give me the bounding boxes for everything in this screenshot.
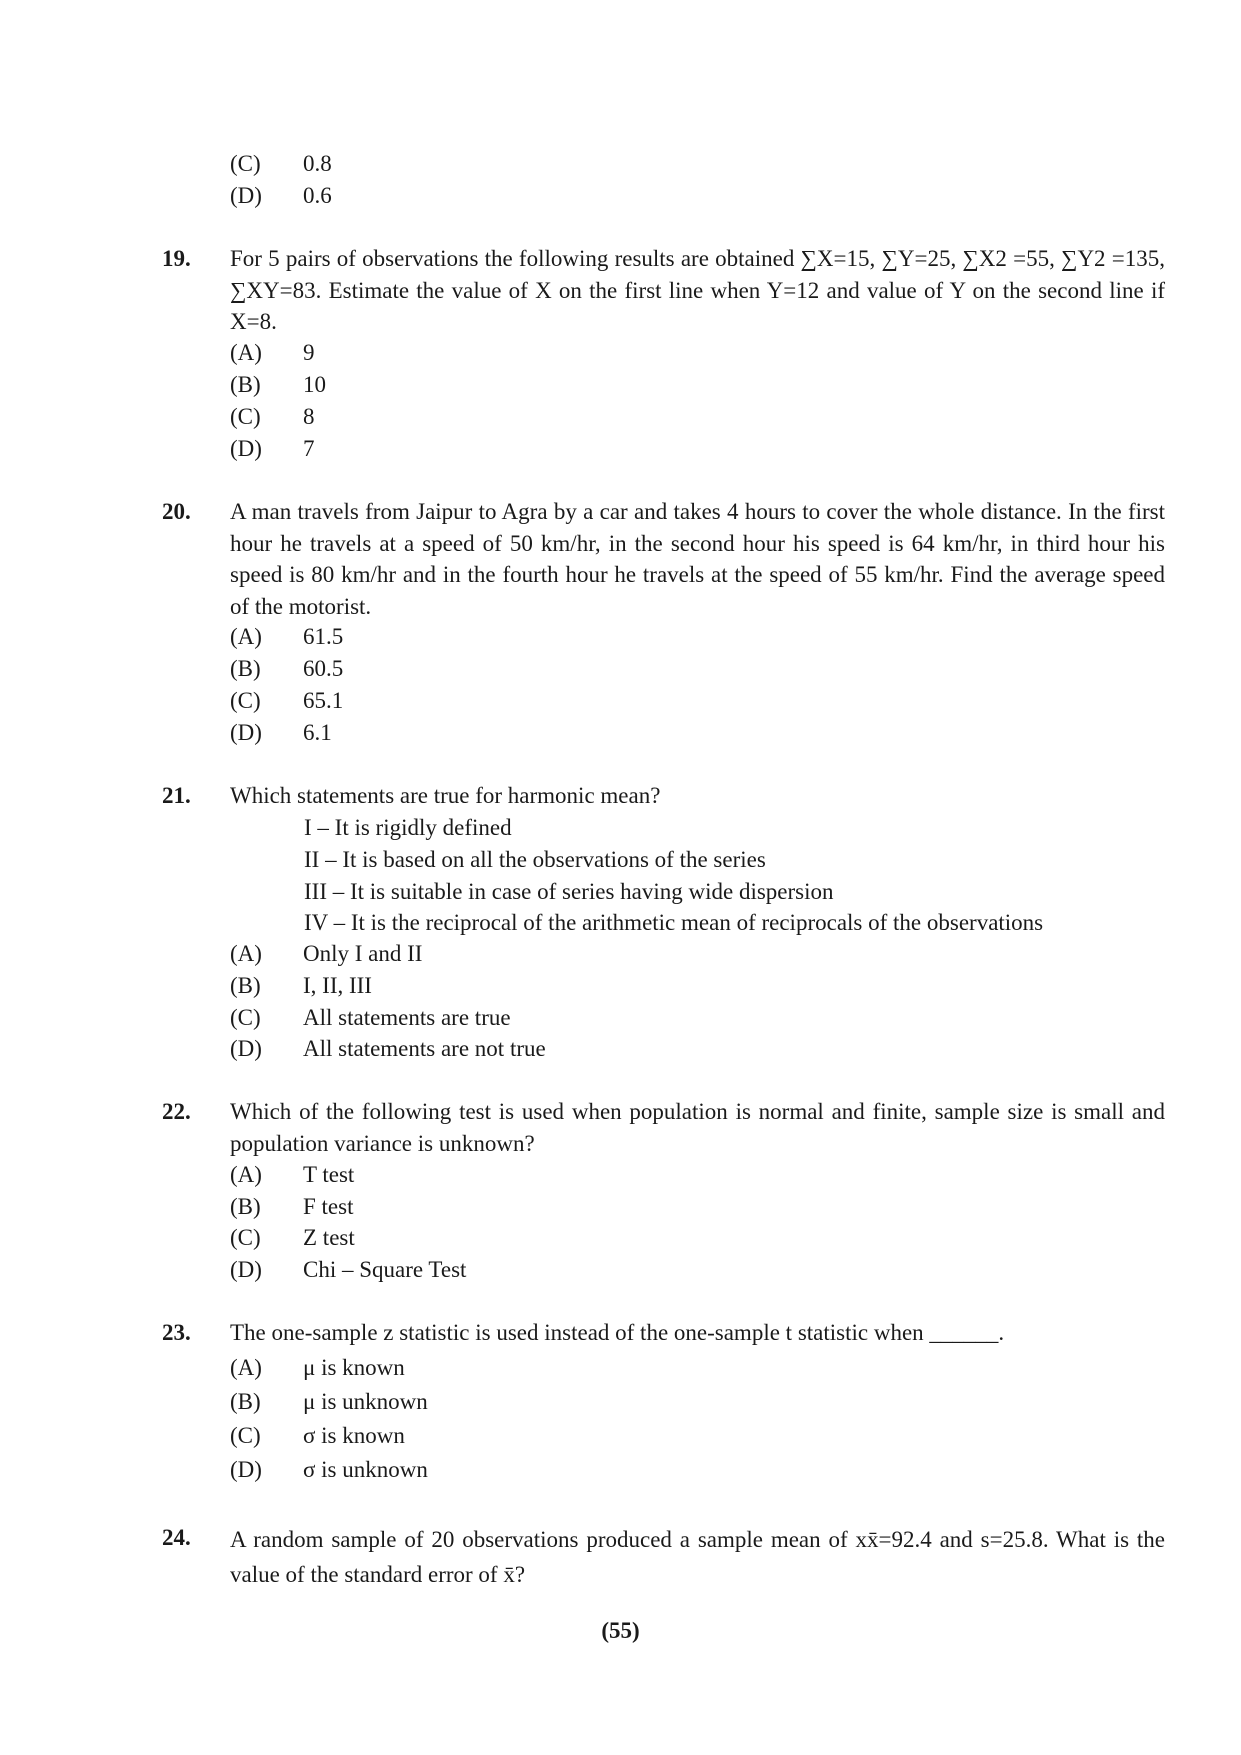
question-text: Which of the following test is used when population is normal and finite, sample size is small and population variance is unknown? xyxy=(230,1099,1165,1156)
q20-option-b: (B) 60.5 xyxy=(230,656,344,681)
q19-option-b: (B) 10 xyxy=(230,372,326,397)
q23-option-d: (D) σ is unknown xyxy=(230,1457,428,1482)
q20-option-c: (C) 65.1 xyxy=(230,688,344,713)
page-number: (55) xyxy=(601,1618,640,1643)
q21-option-d: (D) All statements are not true xyxy=(230,1036,546,1061)
q22-option-c: (C) Z test xyxy=(230,1225,355,1250)
option-d-prev: (D) 0.6 xyxy=(230,183,332,208)
question-text: A random sample of 20 observations produced a sample mean of xx̄=92.4 and s=25.8. What is the value of the standard error of x̄? xyxy=(230,1527,1165,1587)
q21-option-b: (B) I, II, III xyxy=(230,973,372,998)
statement-1: I – It is rigidly defined xyxy=(304,815,512,840)
q22-option-a: (A) T test xyxy=(230,1162,355,1187)
q21-option-a: (A) Only I and II xyxy=(230,941,423,966)
q20-option-a: (A) 61.5 xyxy=(230,624,344,649)
question-text: For 5 pairs of observations the following results are obtained ∑X=15, ∑Y=25, ∑X2 =55, ∑Y2 =135, ∑XY=83. Estimate the value of X on the first line when Y=12 and value of Y on the second line if X=8. xyxy=(230,246,1165,334)
question-number: 22. xyxy=(162,1099,191,1124)
statement-3: III – It is suitable in case of series having wide dispersion xyxy=(304,879,834,904)
q23-option-b: (B) μ is unknown xyxy=(230,1389,428,1414)
statement-2: II – It is based on all the observations of the series xyxy=(304,847,766,872)
q22-option-d: (D) Chi – Square Test xyxy=(230,1257,467,1282)
question-number: 24. xyxy=(162,1525,191,1550)
q19-option-a: (A) 9 xyxy=(230,340,315,365)
question-text: The one-sample z statistic is used instead of the one-sample t statistic when ______. xyxy=(230,1320,1005,1345)
q21-option-c: (C) All statements are true xyxy=(230,1005,511,1030)
question-number: 20. xyxy=(162,499,191,524)
question-number: 21. xyxy=(162,783,191,808)
q22-option-b: (B) F test xyxy=(230,1194,354,1219)
q19-option-c: (C) 8 xyxy=(230,404,315,429)
q23-option-a: (A) μ is known xyxy=(230,1355,405,1380)
question-number: 19. xyxy=(162,246,191,271)
question-number: 23. xyxy=(162,1320,191,1345)
question-text: Which statements are true for harmonic mean? xyxy=(230,783,661,808)
option-c-prev: (C) 0.8 xyxy=(230,151,332,176)
q19-option-d: (D) 7 xyxy=(230,436,315,461)
question-text: A man travels from Jaipur to Agra by a car and takes 4 hours to cover the whole distance. In the first hour he travels at a speed of 50 km/hr, in the second hour his speed is 64 km/hr, in third hour his speed is 80 km/hr and in the fourth hour he travels at the speed of 55 km/hr. Find the average speed of the motorist. xyxy=(230,499,1165,619)
q23-option-c: (C) σ is known xyxy=(230,1423,405,1448)
statement-4: IV – It is the reciprocal of the arithmetic mean of reciprocals of the observations xyxy=(304,910,1044,935)
q20-option-d: (D) 6.1 xyxy=(230,720,332,745)
